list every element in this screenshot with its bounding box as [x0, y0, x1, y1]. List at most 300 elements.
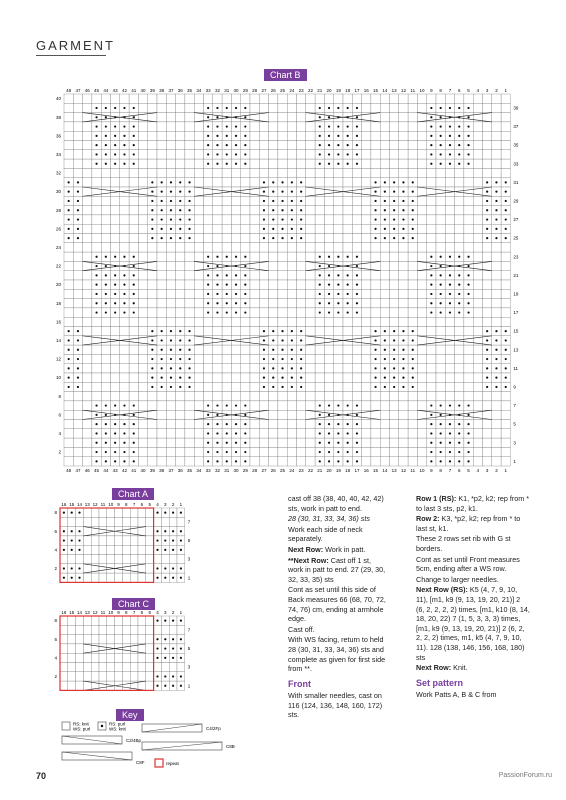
chart-cell: [213, 224, 222, 233]
chart-cell: [129, 243, 138, 252]
purl-dot: [486, 330, 488, 332]
chart-cell: [64, 271, 73, 280]
chart-cell: [194, 382, 203, 391]
purl-dot: [430, 144, 432, 146]
chart-cell: [427, 196, 436, 205]
chart-cell: [278, 457, 287, 466]
purl-dot: [374, 386, 376, 388]
purl-dot: [95, 274, 97, 276]
chart-cell: [380, 113, 389, 122]
row-number: 29: [513, 198, 519, 204]
chart-cell: [343, 243, 352, 252]
chart-cell: [157, 420, 166, 429]
column-number: 10: [108, 610, 114, 615]
chart-cell: [64, 252, 73, 261]
chart-cell: [250, 215, 259, 224]
purl-dot: [402, 181, 404, 183]
chart-cell: [399, 308, 408, 317]
chart-cell: [83, 392, 92, 401]
purl-dot: [356, 163, 358, 165]
chart-cell: [278, 410, 287, 419]
column-number: 46: [84, 88, 90, 93]
chart-cell: [315, 327, 324, 336]
chart-cell: [417, 113, 426, 122]
chart-cell: [343, 327, 352, 336]
purl-dot: [374, 218, 376, 220]
chart-cell: [390, 457, 399, 466]
chart-cell: [148, 113, 157, 122]
purl-dot: [179, 377, 181, 379]
purl-dot: [486, 367, 488, 369]
purl-dot: [449, 451, 451, 453]
chart-cell: [352, 354, 361, 363]
purl-dot: [78, 512, 80, 514]
chart-cell: [154, 663, 162, 672]
purl-dot: [449, 311, 451, 313]
chart-cell: [250, 354, 259, 363]
chart-cell: [287, 159, 296, 168]
purl-dot: [77, 237, 79, 239]
purl-dot: [133, 135, 135, 137]
chart-cell: [91, 653, 99, 662]
chart-cell: [306, 289, 315, 298]
purl-dot: [328, 404, 330, 406]
chart-cell: [92, 243, 101, 252]
purl-dot: [114, 460, 116, 462]
chart-cell: [194, 141, 203, 150]
purl-dot: [156, 512, 158, 514]
purl-dot: [272, 191, 274, 193]
purl-dot: [77, 386, 79, 388]
purl-dot: [216, 442, 218, 444]
purl-dot: [235, 284, 237, 286]
chart-cell: [315, 345, 324, 354]
chart-cell: [138, 672, 146, 681]
column-number: 43: [112, 468, 118, 473]
chart-cell: [107, 625, 115, 634]
purl-dot: [77, 228, 79, 230]
purl-dot: [105, 442, 107, 444]
chart-cell: [83, 663, 91, 672]
chart-cell: [278, 438, 287, 447]
purl-dot: [505, 237, 507, 239]
chart-cell: [83, 113, 92, 122]
chart-cell: [362, 429, 371, 438]
purl-dot: [207, 302, 209, 304]
purl-dot: [77, 339, 79, 341]
chart-cell: [148, 280, 157, 289]
chart-cell: [157, 252, 166, 261]
chart-cell: [148, 150, 157, 159]
chart-cell: [148, 141, 157, 150]
purl-dot: [495, 200, 497, 202]
chart-cell: [250, 299, 259, 308]
chart-cell: [185, 141, 194, 150]
purl-dot: [505, 367, 507, 369]
column-number: 40: [140, 88, 146, 93]
chart-cell: [287, 401, 296, 410]
chart-cell: [64, 261, 73, 270]
purl-dot: [440, 432, 442, 434]
chart-cell: [492, 289, 501, 298]
chart-cell: [380, 243, 389, 252]
chart-cell: [111, 327, 120, 336]
chart-cell: [371, 308, 380, 317]
chart-cell: [146, 517, 154, 526]
chart-cell: [399, 252, 408, 261]
chart-cell: [129, 317, 138, 326]
row-number: 1: [187, 575, 191, 581]
purl-dot: [151, 349, 153, 351]
purl-dot: [495, 386, 497, 388]
chart-cell: [362, 131, 371, 140]
purl-dot: [226, 163, 228, 165]
chart-cell: [352, 178, 361, 187]
chart-cell: [157, 94, 166, 103]
purl-dot: [347, 163, 349, 165]
chart-cell: [99, 555, 107, 564]
chart-cell: [371, 429, 380, 438]
purl-dot: [449, 153, 451, 155]
purl-dot: [440, 284, 442, 286]
purl-dot: [235, 451, 237, 453]
purl-dot: [347, 274, 349, 276]
chart-cell: [231, 196, 240, 205]
purl-dot: [337, 460, 339, 462]
purl-dot: [458, 423, 460, 425]
chart-cell: [343, 317, 352, 326]
chart-cell: [324, 243, 333, 252]
purl-dot: [216, 432, 218, 434]
chart-cell: [362, 317, 371, 326]
column-number: 14: [382, 88, 388, 93]
chart-cell: [130, 573, 138, 582]
chart-cell: [250, 392, 259, 401]
chart-cell: [83, 308, 92, 317]
chart-cell: [73, 141, 82, 150]
chart-cell: [213, 354, 222, 363]
front-heading: Front: [288, 678, 311, 689]
row-number: 1: [187, 683, 191, 689]
chart-cell: [83, 401, 92, 410]
purl-dot: [77, 349, 79, 351]
purl-dot: [467, 442, 469, 444]
chart-cell: [241, 317, 250, 326]
purl-dot: [180, 539, 182, 541]
purl-dot: [272, 377, 274, 379]
purl-dot: [374, 237, 376, 239]
purl-dot: [486, 358, 488, 360]
column-number: 48: [66, 468, 72, 473]
chart-cell: [362, 168, 371, 177]
chart-cell: [122, 635, 130, 644]
chart-cell: [306, 373, 315, 382]
purl-dot: [384, 209, 386, 211]
chart-cell: [371, 150, 380, 159]
purl-dot: [347, 153, 349, 155]
row-number: 2: [54, 673, 57, 679]
chart-cell: [194, 122, 203, 131]
column-number: 32: [214, 88, 220, 93]
chart-c-label: Chart C: [112, 598, 155, 610]
purl-dot: [95, 135, 97, 137]
purl-dot: [356, 107, 358, 109]
chart-cell: [473, 438, 482, 447]
column-number: 8: [439, 88, 442, 93]
chart-cell: [380, 168, 389, 177]
purl-dot: [272, 367, 274, 369]
purl-dot: [505, 228, 507, 230]
chart-cell: [107, 508, 115, 517]
chart-cell: [473, 401, 482, 410]
purl-dot: [123, 432, 125, 434]
purl-dot: [151, 237, 153, 239]
chart-cell: [417, 122, 426, 131]
purl-dot: [440, 144, 442, 146]
purl-dot: [133, 451, 135, 453]
chart-cell: [122, 663, 130, 672]
repeat-text: repeat: [166, 761, 179, 766]
chart-cell: [287, 103, 296, 112]
chart-cell: [111, 178, 120, 187]
chart-cell: [259, 308, 268, 317]
purl-dot: [356, 125, 358, 127]
purl-dot: [95, 144, 97, 146]
chart-cell: [324, 234, 333, 243]
chart-cell: [297, 150, 306, 159]
purl-dot: [164, 638, 166, 640]
chart-cell: [166, 271, 175, 280]
chart-cell: [352, 168, 361, 177]
chart-cell: [130, 545, 138, 554]
purl-dot: [105, 163, 107, 165]
purl-dot: [151, 386, 153, 388]
chart-b-grid: [42, 84, 522, 478]
purl-dot: [291, 358, 293, 360]
chart-cell: [287, 150, 296, 159]
chart-cell: [250, 94, 259, 103]
purl-dot: [263, 209, 265, 211]
purl-dot: [328, 153, 330, 155]
row-number: 18: [55, 300, 61, 306]
chart-cell: [73, 252, 82, 261]
chart-cell: [194, 373, 203, 382]
purl-dot: [207, 116, 209, 118]
purl-dot: [105, 265, 107, 267]
purl-dot: [430, 163, 432, 165]
chart-cell: [166, 243, 175, 252]
chart-cell: [324, 364, 333, 373]
chart-cell: [138, 289, 147, 298]
c8f-text: C8F: [136, 760, 145, 765]
chart-cell: [176, 429, 185, 438]
chart-cell: [138, 178, 147, 187]
chart-cell: [83, 517, 91, 526]
chart-cell: [83, 508, 91, 517]
chart-cell: [60, 517, 68, 526]
column-number: 27: [261, 88, 267, 93]
chart-cell: [138, 94, 147, 103]
chart-cell: [408, 289, 417, 298]
purl-dot: [412, 191, 414, 193]
purl-dot: [95, 293, 97, 295]
chart-cell: [250, 308, 259, 317]
purl-dot: [235, 423, 237, 425]
purl-dot: [272, 218, 274, 220]
column-number: 22: [307, 88, 313, 93]
column-number: 7: [132, 502, 136, 507]
purl-dot: [114, 404, 116, 406]
purl-dot: [384, 349, 386, 351]
purl-dot: [449, 460, 451, 462]
chart-cell: [194, 243, 203, 252]
chart-cell: [408, 280, 417, 289]
chart-cell: [138, 536, 146, 545]
purl-dot: [347, 442, 349, 444]
chart-cell: [306, 261, 315, 270]
purl-dot: [68, 209, 70, 211]
purl-dot: [300, 209, 302, 211]
chart-cell: [259, 122, 268, 131]
chart-cell: [166, 438, 175, 447]
chart-cell: [107, 663, 115, 672]
chart-cell: [259, 150, 268, 159]
chart-cell: [73, 317, 82, 326]
purl-dot: [235, 144, 237, 146]
chart-cell: [99, 508, 107, 517]
chart-cell: [138, 206, 147, 215]
chart-cell: [138, 280, 147, 289]
chart-cell: [417, 299, 426, 308]
chart-cell: [130, 536, 138, 545]
chart-cell: [473, 345, 482, 354]
chart-cell: [222, 373, 231, 382]
chart-cell: [73, 113, 82, 122]
column-number: 25: [280, 88, 286, 93]
chart-cell: [83, 438, 92, 447]
purl-dot: [402, 191, 404, 193]
purl-dot: [486, 339, 488, 341]
chart-cell: [120, 206, 129, 215]
purl-dot: [179, 237, 181, 239]
purl-dot: [347, 135, 349, 137]
purl-dot: [430, 274, 432, 276]
chart-cell: [107, 573, 115, 582]
chart-cell: [287, 94, 296, 103]
chart-cell: [138, 243, 147, 252]
purl-dot: [374, 191, 376, 193]
chart-cell: [194, 308, 203, 317]
chart-cell: [101, 187, 110, 196]
chart-cell: [222, 317, 231, 326]
row-number: 25: [513, 235, 519, 241]
chart-cell: [129, 196, 138, 205]
purl-dot: [300, 200, 302, 202]
chart-cell: [185, 447, 194, 456]
chart-cell: [73, 131, 82, 140]
chart-cell: [138, 141, 147, 150]
purl-dot: [207, 404, 209, 406]
purl-dot: [458, 293, 460, 295]
text-column-1: [288, 494, 386, 721]
purl-dot: [235, 442, 237, 444]
chart-cell: [107, 653, 115, 662]
chart-cell: [390, 131, 399, 140]
front-text: With smaller needles, cast on 116 (124, 136, 148, 160, 172) sts.: [288, 691, 383, 720]
purl-dot: [467, 125, 469, 127]
purl-dot: [77, 377, 79, 379]
purl-dot: [114, 451, 116, 453]
chart-cell: [138, 373, 147, 382]
chart-cell: [92, 327, 101, 336]
purl-dot: [133, 404, 135, 406]
row-number: 19: [513, 291, 519, 297]
chart-cell: [241, 168, 250, 177]
chart-cell: [166, 299, 175, 308]
chart-cell: [315, 317, 324, 326]
chart-cell: [287, 141, 296, 150]
chart-cell: [315, 354, 324, 363]
chart-cell: [129, 94, 138, 103]
chart-cell: [455, 382, 464, 391]
chart-cell: [269, 438, 278, 447]
purl-dot: [374, 200, 376, 202]
chart-cell: [83, 141, 92, 150]
chart-cell: [492, 261, 501, 270]
chart-cell: [91, 517, 99, 526]
chart-cell: [64, 401, 73, 410]
chart-cell: [222, 345, 231, 354]
purl-dot: [207, 256, 209, 258]
chart-cell: [417, 364, 426, 373]
purl-dot: [77, 330, 79, 332]
chart-cell: [68, 653, 76, 662]
chart-cell: [73, 447, 82, 456]
column-number: 16: [61, 502, 67, 507]
chart-cell: [464, 196, 473, 205]
purl-dot: [300, 218, 302, 220]
chart-cell: [501, 410, 510, 419]
purl-dot: [430, 125, 432, 127]
column-number: 13: [84, 502, 90, 507]
chart-cell: [250, 243, 259, 252]
chart-cell: [122, 517, 130, 526]
column-number: 33: [205, 88, 211, 93]
chart-cell: [334, 317, 343, 326]
chart-cell: [362, 215, 371, 224]
row-number: 38: [55, 114, 61, 120]
chart-cell: [483, 243, 492, 252]
chart-cell: [436, 94, 445, 103]
chart-cell: [157, 447, 166, 456]
chart-cell: [111, 234, 120, 243]
purl-dot: [188, 181, 190, 183]
chart-cell: [157, 280, 166, 289]
purl-dot: [188, 349, 190, 351]
chart-cell: [176, 103, 185, 112]
chart-cell: [343, 94, 352, 103]
purl-dot: [244, 432, 246, 434]
purl-dot: [133, 163, 135, 165]
purl-dot: [356, 423, 358, 425]
chart-cell: [380, 438, 389, 447]
column-number: 46: [84, 468, 90, 473]
purl-dot: [114, 153, 116, 155]
column-number: 13: [391, 468, 397, 473]
column-number: 13: [391, 88, 397, 93]
row-number: 3: [187, 664, 191, 670]
chart-cell: [73, 299, 82, 308]
